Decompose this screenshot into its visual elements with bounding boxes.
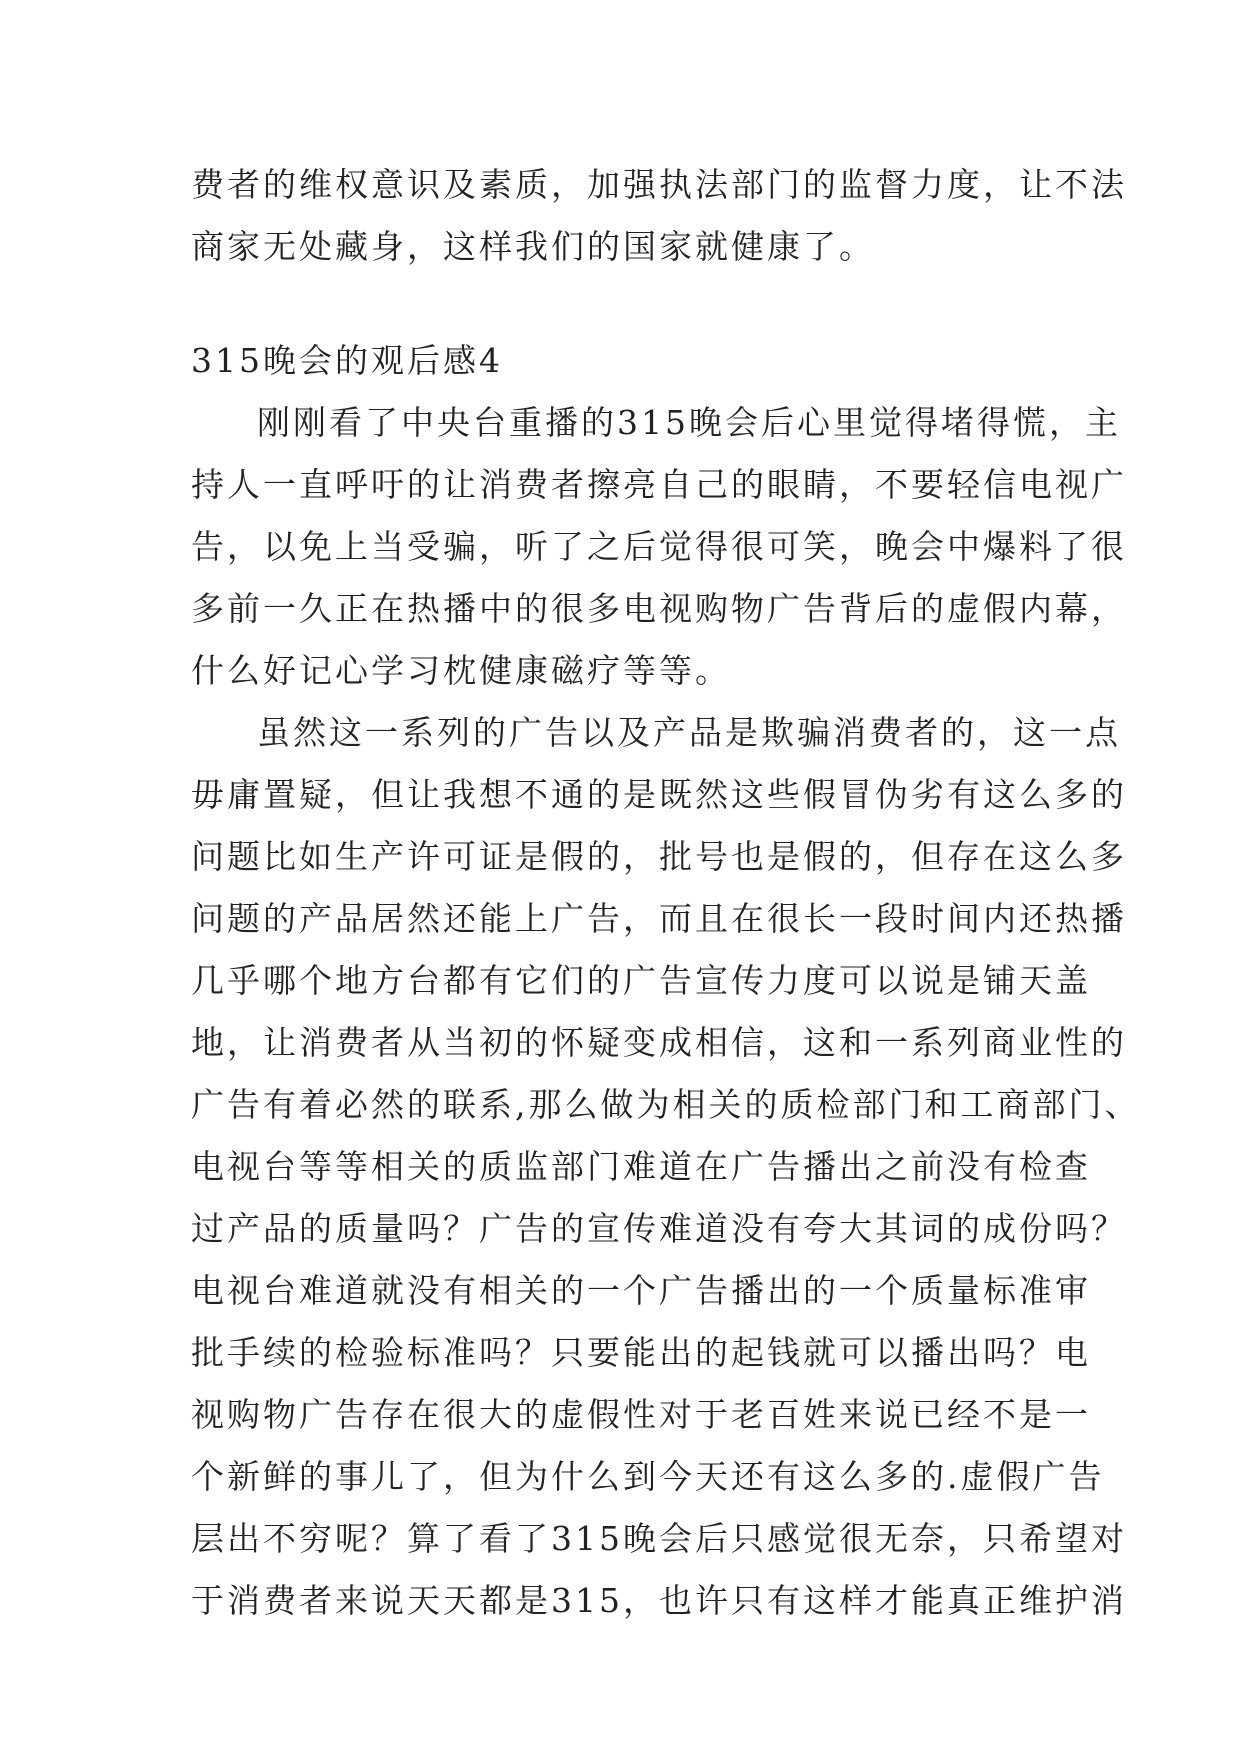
- paragraph-2-line: 电视台等等相关的质监部门难道在广告播出之前没有检查: [191, 1147, 1091, 1186]
- text-line: 费者的维权意识及素质，加强执法部门的监督力度，让不法: [191, 165, 1127, 204]
- paragraph-1-line: 多前一久正在热播中的很多电视购物广告背后的虚假内幕，: [191, 589, 1127, 628]
- paragraph-2-line: 视购物广告存在很大的虚假性对于老百姓来说已经不是一: [191, 1395, 1091, 1434]
- text-line: 商家无处藏身，这样我们的国家就健康了。: [191, 227, 875, 266]
- paragraph-2-line: 几乎哪个地方台都有它们的广告宣传力度可以说是铺天盖: [191, 961, 1091, 1000]
- paragraph-2-line: 广告有着必然的联系,那么做为相关的质检部门和工商部门、: [191, 1085, 1141, 1124]
- intro-paragraph: [191, 154, 1127, 278]
- paragraph-2-line: 地，让消费者从当初的怀疑变成相信，这和一系列商业性的: [191, 1023, 1127, 1062]
- paragraph-1-line: 告，以免上当受骗，听了之后觉得很可笑，晚会中爆料了很: [191, 527, 1127, 566]
- paragraph-2-line: 过产品的质量吗？广告的宣传难道没有夸大其词的成份吗？: [191, 1209, 1127, 1248]
- paragraph-2-line: 毋庸置疑，但让我想不通的是既然这些假冒伪劣有这么多的: [191, 775, 1127, 814]
- paragraph-2-line: 个新鲜的事儿了，但为什么到今天还有这么多的.虚假广告: [191, 1457, 1105, 1496]
- paragraph-2-line: 虽然这一系列的广告以及产品是欺骗消费者的，这一点: [257, 713, 1121, 752]
- paragraph-2-line: 批手续的检验标准吗？只要能出的起钱就可以播出吗？电: [191, 1333, 1091, 1372]
- paragraph-1-line: 持人一直呼吁的让消费者擦亮自己的眼睛，不要轻信电视广: [191, 465, 1127, 504]
- paragraph-2-line: 问题比如生产许可证是假的，批号也是假的，但存在这么多: [191, 837, 1127, 876]
- paragraph-2-line: 问题的产品居然还能上广告，而且在很长一段时间内还热播: [191, 899, 1127, 938]
- paragraph-2-line: 于消费者来说天天都是315，也许只有这样才能真正维护消: [191, 1581, 1127, 1620]
- paragraph-2-line: 层出不穷呢？算了看了315晚会后只感觉很无奈，只希望对: [191, 1519, 1127, 1558]
- paragraph-2-line: 电视台难道就没有相关的一个广告播出的一个质量标准审: [191, 1271, 1091, 1310]
- paragraph-1-line: 刚刚看了中央台重播的315晚会后心里觉得堵得慌，主: [257, 403, 1121, 442]
- main-content: [191, 330, 1141, 1632]
- paragraph-1-line: 什么好记心学习枕健康磁疗等等。: [191, 651, 731, 690]
- section-heading: 315晚会的观后感4: [191, 341, 503, 380]
